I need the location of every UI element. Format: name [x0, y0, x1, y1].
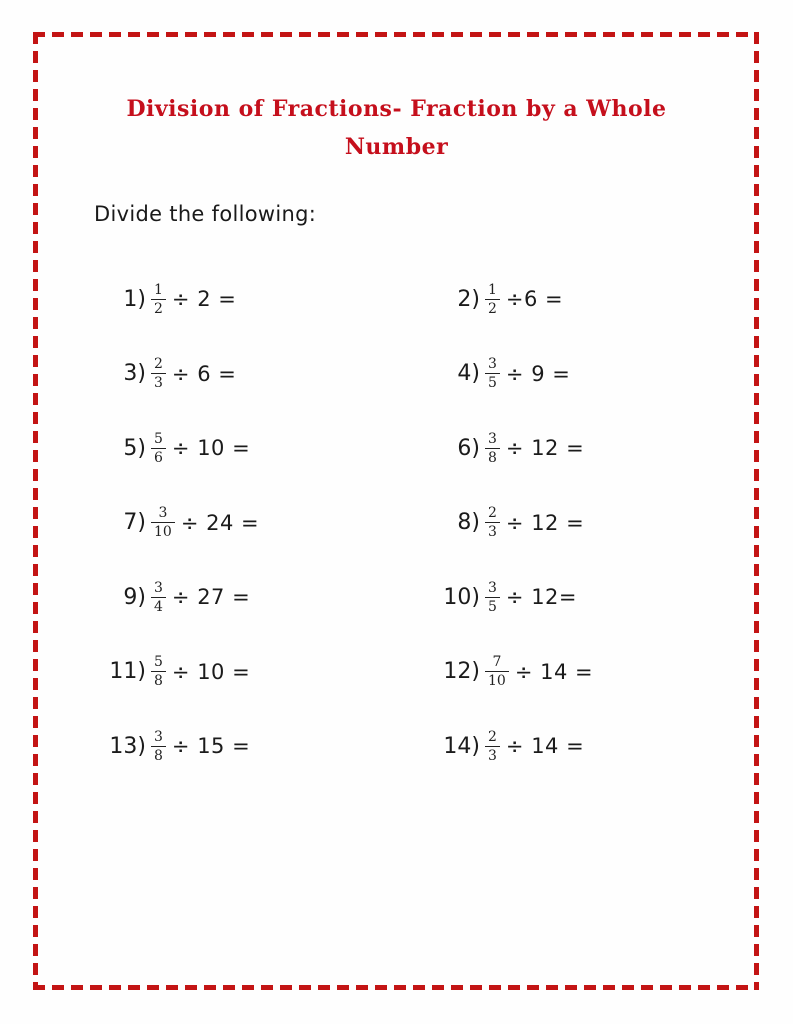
problem-3 [98, 356, 432, 391]
problem-14 [432, 729, 732, 764]
border-top [33, 32, 759, 37]
problem-expression: ÷ 6 = [171, 361, 237, 386]
problem-expression: ÷ 14 = [514, 659, 594, 684]
fraction-numerator: 1 [151, 282, 166, 300]
problem-1 [98, 282, 432, 317]
problem-expression: ÷ 2 = [171, 287, 237, 312]
problem-number: 12) [443, 659, 480, 685]
problem-number: 11) [109, 659, 146, 685]
problem-13 [98, 729, 432, 764]
problem-expression: ÷ 24 = [180, 510, 260, 535]
fraction-numerator: 7 [485, 654, 509, 672]
fraction [151, 505, 175, 540]
problems-grid [98, 262, 732, 784]
problem-number: 10) [443, 584, 480, 610]
fraction [485, 505, 500, 540]
problem-number: 9) [123, 584, 146, 610]
border-left [33, 32, 38, 990]
problem-12 [432, 654, 732, 689]
fraction-numerator: 2 [151, 356, 166, 374]
problem-expression: ÷ 27 = [171, 585, 251, 610]
problem-number: 6) [457, 435, 480, 461]
fraction-denominator: 5 [488, 375, 497, 392]
problem-expression: ÷ 12= [505, 585, 578, 610]
problem-9 [98, 580, 432, 615]
fraction-numerator: 5 [151, 431, 166, 449]
fraction-numerator: 1 [485, 282, 500, 300]
problem-expression: ÷ 10 = [171, 436, 251, 461]
border-right [754, 32, 759, 990]
fraction-denominator: 4 [154, 598, 163, 615]
fraction [485, 356, 500, 391]
fraction-denominator: 2 [154, 300, 163, 317]
problem-7 [98, 505, 432, 540]
problem-number: 3) [123, 361, 146, 387]
fraction-numerator: 3 [485, 431, 500, 449]
instruction-text: Divide the following: [94, 202, 317, 226]
fraction [485, 654, 509, 689]
fraction-numerator: 3 [151, 729, 166, 747]
problem-number: 2) [457, 286, 480, 312]
problem-expression: ÷ 14 = [505, 734, 585, 759]
fraction [151, 654, 166, 689]
fraction-denominator: 3 [154, 375, 163, 392]
fraction [151, 356, 166, 391]
problem-expression: ÷ 12 = [505, 510, 585, 535]
fraction [485, 282, 500, 317]
worksheet-title [60, 90, 733, 166]
title-line-2: Number [344, 134, 449, 160]
fraction-denominator: 3 [488, 747, 497, 764]
problem-10 [432, 580, 732, 615]
fraction-denominator: 8 [488, 449, 497, 466]
fraction [485, 431, 500, 466]
problem-number: 8) [457, 510, 480, 536]
fraction-numerator: 3 [151, 580, 166, 598]
fraction-denominator: 3 [488, 524, 497, 541]
problem-expression: ÷ 9 = [505, 361, 571, 386]
fraction [151, 282, 166, 317]
fraction [151, 580, 166, 615]
problem-6 [432, 431, 732, 466]
problem-5 [98, 431, 432, 466]
problem-expression: ÷ 15 = [171, 734, 251, 759]
problem-number: 14) [443, 733, 480, 759]
fraction-numerator: 2 [485, 729, 500, 747]
fraction-numerator: 3 [485, 356, 500, 374]
fraction-denominator: 10 [488, 673, 506, 690]
problem-expression: ÷ 12 = [505, 436, 585, 461]
problem-number: 7) [123, 510, 146, 536]
fraction [485, 580, 500, 615]
fraction-denominator: 6 [154, 449, 163, 466]
fraction-denominator: 8 [154, 673, 163, 690]
problem-11 [98, 654, 432, 689]
problem-expression: ÷ 10 = [171, 659, 251, 684]
fraction-denominator: 8 [154, 747, 163, 764]
problem-expression: ÷6 = [505, 287, 564, 312]
problem-2 [432, 282, 732, 317]
problem-number: 13) [109, 733, 146, 759]
problem-number: 1) [123, 286, 146, 312]
fraction [485, 729, 500, 764]
fraction [151, 431, 166, 466]
fraction-denominator: 2 [488, 300, 497, 317]
border-bottom [33, 985, 759, 990]
problem-number: 5) [123, 435, 146, 461]
fraction-denominator: 5 [488, 598, 497, 615]
fraction-numerator: 2 [485, 505, 500, 523]
problem-8 [432, 505, 732, 540]
fraction-denominator: 10 [154, 524, 172, 541]
fraction [151, 729, 166, 764]
title-line-1: Division of Fractions- Fraction by a Whole [126, 96, 667, 122]
problem-number: 4) [457, 361, 480, 387]
problem-4 [432, 356, 732, 391]
fraction-numerator: 5 [151, 654, 166, 672]
fraction-numerator: 3 [485, 580, 500, 598]
fraction-numerator: 3 [151, 505, 175, 523]
